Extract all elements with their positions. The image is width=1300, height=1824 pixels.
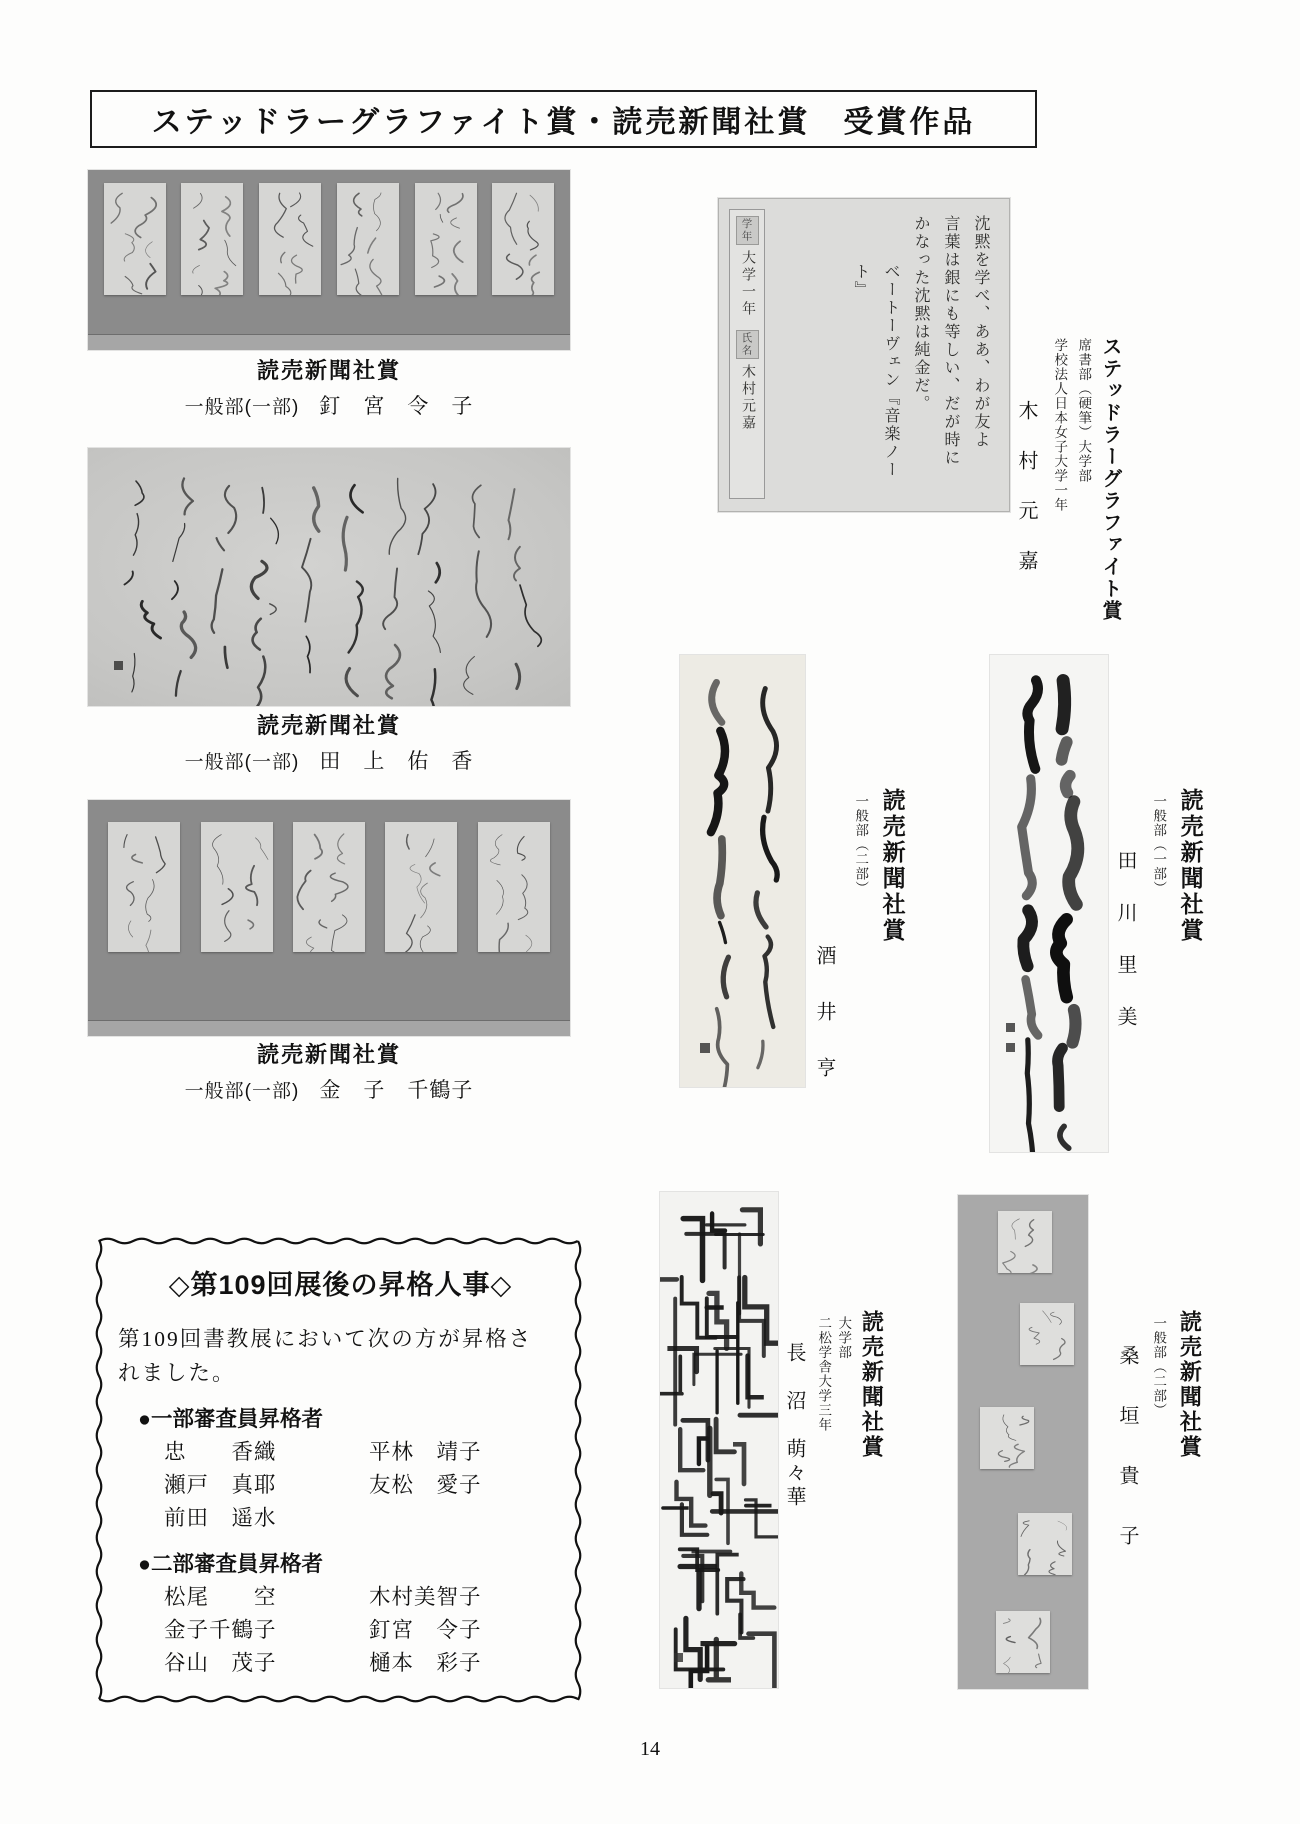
promotion-box-body xyxy=(118,1322,563,1390)
promoted-name: 平林 靖子 xyxy=(369,1440,482,1464)
award-label: 読売新聞社賞 xyxy=(256,713,401,738)
promoted-name: 釘宮 令子 xyxy=(369,1618,482,1642)
calligraphy-panel xyxy=(201,822,273,952)
staedtler-award-label: ステッドラーグラファイト賞 xyxy=(1099,336,1121,622)
promoted-name: 忠 香織 xyxy=(164,1440,277,1464)
hardpen-text-column: ベートーヴェン『音楽ノート』 xyxy=(852,263,899,479)
promoted-name: 松尾 空 xyxy=(164,1585,277,1609)
body-line: れました。 xyxy=(118,1361,236,1385)
name-field-value: 木村元嘉 xyxy=(740,364,755,432)
seal-mark xyxy=(700,1043,710,1053)
promotion-row xyxy=(164,1647,563,1680)
promotion-row xyxy=(164,1436,563,1469)
frame-rail xyxy=(88,1020,570,1036)
section-heading-part1: ●一部審査員昇格者 xyxy=(138,1407,323,1431)
work-photo-naganuma xyxy=(660,1192,778,1688)
winner-name-naganuma: 長 沼 萌々華 xyxy=(783,1342,805,1510)
seal-mark xyxy=(1006,1023,1015,1032)
promoted-name: 木村美智子 xyxy=(369,1585,482,1609)
work-photo-kaneko xyxy=(88,800,570,1036)
calligraphy-panel xyxy=(478,822,550,952)
hardpen-text xyxy=(845,215,995,497)
winner-name-kuwagaki: 桑 垣 貴 子 xyxy=(1116,1345,1138,1555)
work-photo-tagawa xyxy=(990,655,1108,1152)
calligraphy-panel xyxy=(337,183,399,295)
affiliation-label-naganuma: 二松学舎大学三年 xyxy=(816,1316,832,1432)
body-line: 第109回書教展において次の方が昇格さ xyxy=(118,1327,533,1351)
division-label-sakai: 一般部（二部） xyxy=(853,794,869,896)
calligraphy-panel xyxy=(996,1611,1050,1673)
hardpen-text-column: 言葉は銀にも等しい、だが時に xyxy=(942,215,959,467)
page-title: ステッドラーグラファイト賞・読売新聞社賞 受賞作品 xyxy=(151,106,976,139)
promotion-box-title: ◇第109回展後の昇格人事◇ xyxy=(168,1270,513,1300)
promoted-name: 金子千鶴子 xyxy=(164,1618,277,1642)
work-photo-kuwagaki xyxy=(958,1195,1088,1689)
division-label-kuwagaki: 一般部（二部） xyxy=(1151,1316,1167,1418)
award-label: 読売新聞社賞 xyxy=(256,358,401,383)
grade-field-label: 学年 xyxy=(736,216,759,245)
calligraphy-panel xyxy=(293,822,365,952)
calligraphy-panel xyxy=(181,183,243,295)
calligraphy-panel xyxy=(104,183,166,295)
entry-form-column xyxy=(729,209,765,499)
frame-rail xyxy=(88,334,570,350)
calligraphy-panel xyxy=(259,183,321,295)
grade-field-value: 大学一年 xyxy=(740,250,755,318)
award-label-tagawa: 読売新聞社賞 xyxy=(1177,788,1204,944)
section-heading-part2: ●二部審査員昇格者 xyxy=(138,1552,323,1576)
calligraphy-panel xyxy=(415,183,477,295)
panel-row xyxy=(88,822,570,952)
promotion-notice-box xyxy=(90,1232,587,1708)
promotion-row xyxy=(164,1502,563,1535)
promotion-row xyxy=(164,1581,563,1614)
promotion-row xyxy=(164,1614,563,1647)
work-photo-sakai xyxy=(680,655,805,1087)
calligraphy-panel xyxy=(1020,1303,1074,1365)
work-photo-kugimiya xyxy=(88,170,570,350)
promoted-name: 前田 遥水 xyxy=(164,1506,277,1530)
calligraphy-panel xyxy=(980,1407,1034,1469)
calligraphy-panel xyxy=(108,822,180,952)
winner-name: 釘 宮 令 子 xyxy=(319,395,474,418)
page-title-box xyxy=(90,90,1037,148)
promoted-name: 友松 愛子 xyxy=(369,1473,482,1497)
division-label: 一般部(一部) xyxy=(184,752,300,773)
hardpen-text-column: かなった沈黙は純金だ。 xyxy=(912,215,929,413)
hardpen-text-column: 沈黙を学べ、ああ、わが友よ xyxy=(972,215,989,449)
division-label: 一般部(一部) xyxy=(184,397,300,418)
seal-mark xyxy=(674,1653,683,1662)
caption-tagami xyxy=(88,711,570,775)
division-label-naganuma: 大学部 xyxy=(836,1316,852,1360)
award-label-kuwagaki: 読売新聞社賞 xyxy=(1177,1310,1203,1460)
winner-name: 田 上 佑 香 xyxy=(319,750,474,773)
work-photo-kimura-hardpen xyxy=(718,198,1010,512)
calligraphy-panel xyxy=(492,183,554,295)
award-label-sakai: 読売新聞社賞 xyxy=(879,788,906,944)
promotion-row xyxy=(164,1469,563,1502)
caption-kugimiya xyxy=(88,356,570,420)
promoted-name: 樋本 彩子 xyxy=(369,1651,482,1675)
panel-row xyxy=(88,183,570,295)
calligraphy-panel xyxy=(385,822,457,952)
promoted-name: 瀬戸 真耶 xyxy=(164,1473,277,1497)
winner-name: 金 子 千鶴子 xyxy=(319,1079,474,1102)
staedtler-affiliation-label: 学校法人日本女子大学一年 xyxy=(1052,338,1068,512)
promoted-name: 谷山 茂子 xyxy=(164,1651,277,1675)
work-photo-tagami xyxy=(88,448,570,706)
division-label-tagawa: 一般部（一部） xyxy=(1151,794,1167,896)
name-field-label: 氏名 xyxy=(736,330,759,359)
division-label: 一般部(一部) xyxy=(184,1081,300,1102)
seal-mark xyxy=(1006,1043,1015,1052)
page-number: 14 xyxy=(640,1738,660,1760)
winner-name-sakai: 酒 井 亨 xyxy=(813,945,835,1085)
award-label: 読売新聞社賞 xyxy=(256,1042,401,1067)
winner-name-tagawa: 田 川 里 美 xyxy=(1114,850,1136,1032)
award-label-naganuma: 読売新聞社賞 xyxy=(859,1310,885,1460)
staedtler-department-label: 席書部（硬筆）大学部 xyxy=(1076,338,1092,483)
winner-name-kimura: 木 村 元 嘉 xyxy=(1015,400,1037,575)
calligraphy-panel xyxy=(998,1211,1052,1273)
calligraphy-panel xyxy=(1018,1513,1072,1575)
caption-kaneko xyxy=(88,1040,570,1104)
seal-mark xyxy=(114,661,123,670)
